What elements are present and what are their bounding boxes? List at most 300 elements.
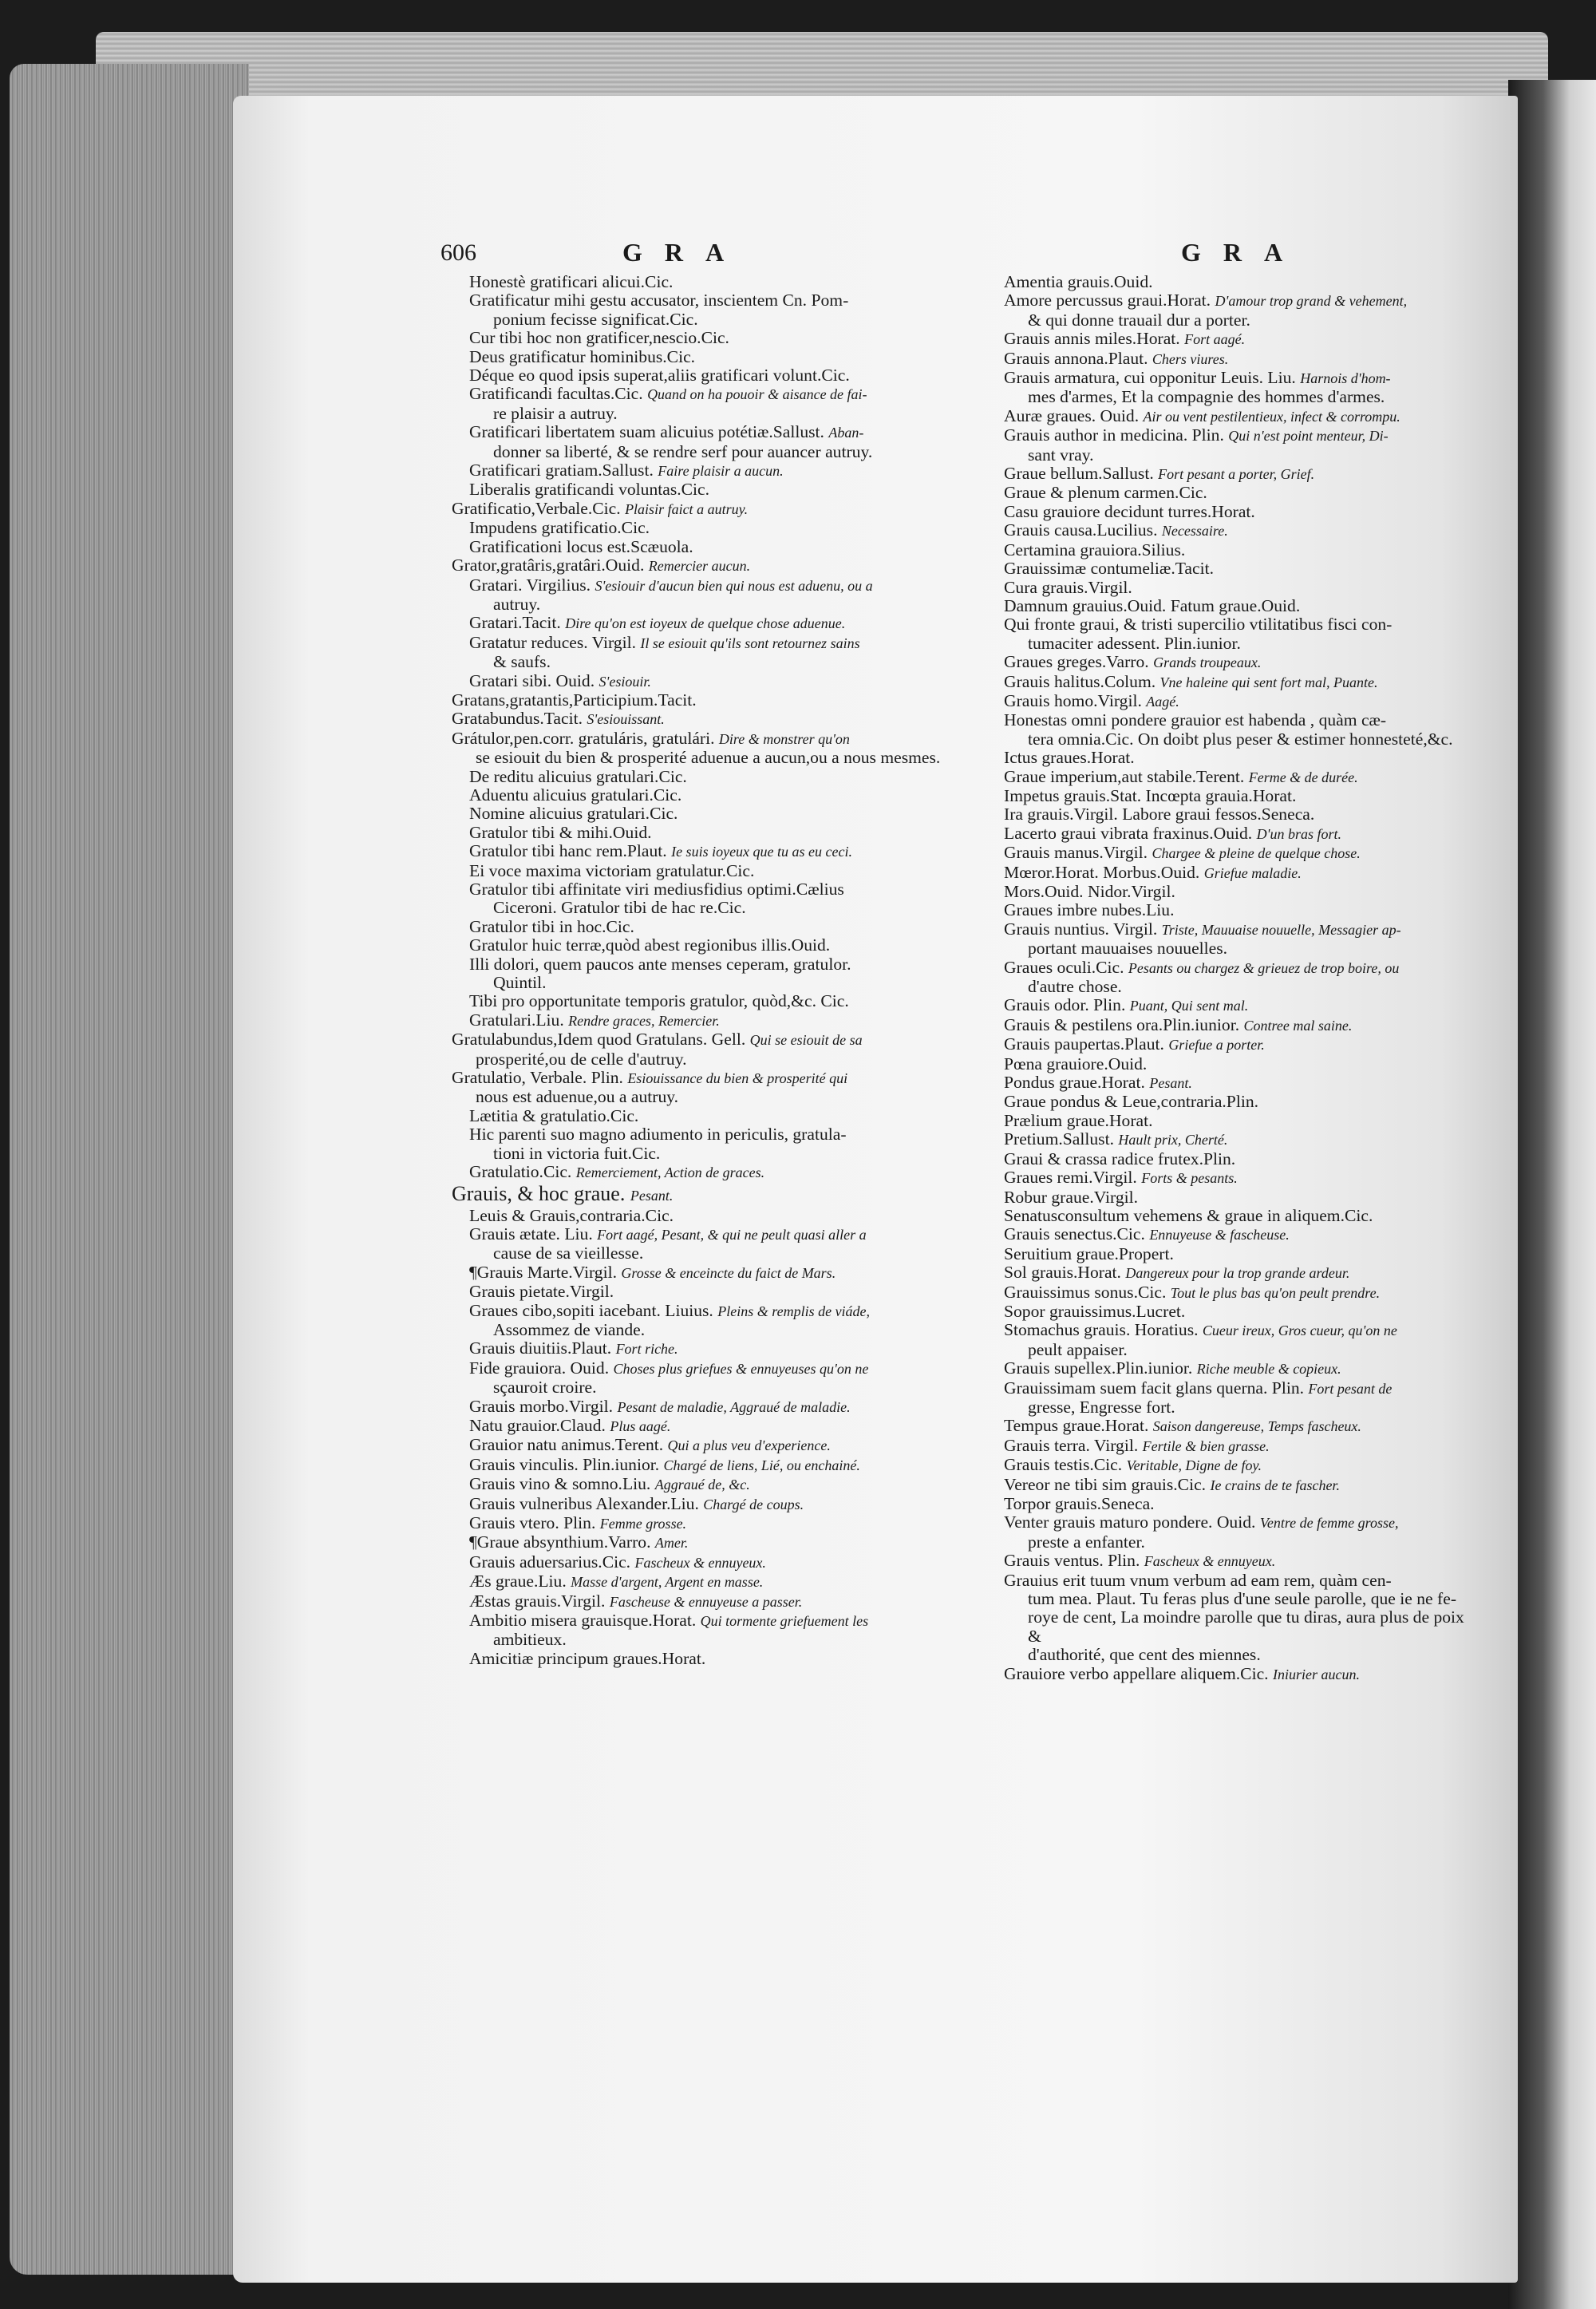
entry-latin: Casu grauiore decidunt turres.Horat. [1004,501,1255,521]
entry-latin: Hic parenti suo magno adiumento in periculis, gratula- [469,1125,847,1145]
entry-latin: Graue bellum.Sallust. [1004,464,1154,484]
dictionary-entry [452,461,970,480]
dictionary-entry [452,805,970,823]
dictionary-entry [452,936,970,955]
entry-latin: Senatusconsultum vehemens & graue in aliquem.Cic. [1004,1205,1373,1225]
dictionary-entry [986,711,1465,749]
entry-latin: Æs graue.Liu. [469,1572,567,1591]
entry-latin: Grauis terra. Virgil. [1004,1435,1139,1455]
dictionary-entry [986,1016,1465,1035]
dictionary-entry [986,597,1465,615]
dictionary-entry [986,1150,1465,1168]
dictionary-entry [452,1514,970,1533]
dictionary-entry [986,1093,1465,1111]
entry-latin: Gratificatur mihi gestu accusator, inscientem Cn. Pom- [469,291,849,310]
entry-french-gloss: Pesants ou chargez & grieuez de trop boire, ou [1128,959,1400,976]
entry-french-gloss: Aban- [828,425,864,441]
dictionary-entry [986,824,1465,844]
dictionary-entry [452,1650,970,1668]
entry-latin: Honestè gratificari alicui.Cic. [469,272,674,291]
dictionary-entry [986,1283,1465,1303]
entry-latin: Amore percussus graui.Horat. [1004,291,1211,310]
entry-continuation: gresse, Engresse fort. [1028,1397,1175,1417]
entry-french-gloss: Veritable, Digne de foy. [1126,1457,1262,1474]
entry-latin: Vereor ne tibi sim grauis.Cic. [1004,1474,1207,1494]
entry-continuation: tumaciter adessent. Plin.iunior. [1028,633,1241,653]
dictionary-entry [452,1125,970,1163]
entry-french-gloss: Chargé de liens, Lié, ou enchainé. [663,1457,860,1473]
dictionary-entry [986,805,1465,824]
entry-french-gloss: Necessaire. [1161,523,1228,540]
dictionary-entry [452,672,970,691]
dictionary-entry [452,1592,970,1611]
dictionary-entry [452,348,970,366]
entry-latin: Gratificandi facultas.Cic. [469,384,643,404]
entry-latin: Grauissimæ contumeliæ.Tacit. [1004,559,1214,579]
entry-continuation: Quintil. [493,973,547,993]
entry-french-gloss: Cueur ireux, Gros cueur, qu'on ne [1202,1323,1397,1339]
dictionary-entry [986,1073,1465,1093]
entry-latin: Impetus grauis.Stat. Incœpta grauia.Horat. [1004,785,1297,805]
entry-latin: Nomine alicuius gratulari.Cic. [469,804,678,824]
dictionary-entry [986,465,1465,484]
entry-latin: Grauius erit tuum vnum verbum ad eam rem, quàm cen- [1004,1570,1392,1590]
entry-latin: Qui fronte graui, & tristi supercilio vtilitatibus fisci con- [1004,615,1393,635]
entry-french-gloss: Faire plaisir a aucun. [658,463,784,480]
entry-latin: Graues greges.Varro. [1004,652,1149,672]
spine-gutter [1508,80,1596,2309]
entry-french-gloss: Plaisir faict a autruy. [625,500,749,517]
entry-french-gloss: S'esiouir. [598,673,651,690]
entry-latin: Pretium.Sallust. [1004,1129,1114,1149]
entry-latin: Grauis manus.Virgil. [1004,843,1148,863]
entry-latin: ¶Graue absynthium.Varro. [469,1532,651,1552]
dictionary-entry [986,1495,1465,1513]
dictionary-entry [986,692,1465,711]
entry-latin: Gratificationi locus est.Scæuola. [469,536,693,556]
dictionary-entry [452,842,970,861]
entry-latin: Gratans,gratantis,Participium.Tacit. [452,690,697,710]
dictionary-entry [452,1107,970,1125]
dictionary-entry [986,484,1465,502]
dictionary-entry [986,1379,1465,1417]
dictionary-entry [452,1283,970,1301]
entry-french-gloss: S'esiouissant. [587,711,665,728]
dictionary-entry [452,1572,970,1591]
entry-latin: Certamina grauiora.Silius. [1004,540,1186,559]
entry-latin: Sopor grauissimus.Lucret. [1004,1301,1186,1321]
entry-latin: Grauis pietate.Virgil. [469,1282,614,1302]
entry-french-gloss: Griefue maladie. [1203,864,1302,881]
entry-french-gloss: Riche meuble & copieux. [1196,1361,1341,1378]
entry-latin: Grauis & pestilens ora.Plin.iunior. [1004,1014,1240,1034]
entry-latin: Gratatur reduces. Virgil. [469,632,636,652]
dictionary-entry [986,864,1465,883]
dictionary-entry [986,883,1465,901]
entry-continuation: sçauroit croire. [493,1378,597,1398]
entry-french-gloss: Fascheuse & ennuyeuse a passer. [609,1593,803,1610]
entry-french-gloss: Fort pesant a porter, Grief. [1158,466,1315,483]
dictionary-entry [986,1456,1465,1475]
dictionary-entry [986,1130,1465,1149]
running-head-right: GRA [1181,238,1306,267]
entry-french-gloss: D'amour trop grand & vehement, [1215,293,1408,310]
entry-latin: Grauis ventus. Plin. [1004,1551,1140,1571]
entry-latin: Grauis aduersarius.Cic. [469,1552,631,1572]
dictionary-entry [452,366,970,385]
entry-continuation: peult appaiser. [1028,1339,1128,1359]
entry-french-gloss: Pesant. [1149,1075,1192,1092]
entry-french-gloss: Contree mal saine. [1243,1017,1353,1034]
entry-french-gloss: Qui n'est point menteur, Di- [1228,428,1389,445]
entry-continuation: & qui donne trauail dur a porter. [1028,310,1250,330]
dictionary-entry [986,541,1465,559]
entry-latin: Damnum grauius.Ouid. Fatum graue.Ouid. [1004,595,1301,615]
dictionary-entry [452,1225,970,1263]
dictionary-entry [452,955,970,993]
dictionary-entry [986,1207,1465,1225]
dictionary-entry [986,653,1465,672]
dictionary-entry [452,768,970,786]
entry-french-gloss: Esiouissance du bien & prosperité qui [627,1070,848,1087]
entry-latin: Lætitia & gratulatio.Cic. [469,1105,639,1125]
entry-continuation: ambitieux. [493,1630,567,1650]
entry-french-gloss: Il se esiouit qu'ils sont retournez sains [640,635,860,651]
entry-french-gloss: Triste, Mauuaise nouuelle, Messagier ap- [1161,921,1401,938]
dictionary-entry [452,1011,970,1030]
entry-french-gloss: Rendre graces, Remercier. [568,1012,720,1029]
entry-french-gloss: S'esiouir d'aucun bien qui nous est aduenu, ou a [595,577,873,594]
entry-continuation: & saufs. [493,652,551,672]
dictionary-entry [452,824,970,842]
entry-latin: Gratulabundus,Idem quod Gratulans. Gell. [452,1030,746,1050]
entry-french-gloss: Dire qu'on est ioyeux de quelque chose aduenue. [565,615,846,632]
dictionary-entry [452,1207,970,1225]
dictionary-entry [986,579,1465,597]
dictionary-entry [452,1339,970,1358]
entry-latin: Grauis supellex.Plin.iunior. [1004,1358,1193,1378]
entry-latin: Graue & plenum carmen.Cic. [1004,483,1207,503]
entry-latin: Amicitiæ principum graues.Horat. [469,1648,706,1668]
entry-latin: Grauis vtero. Plin. [469,1513,596,1532]
entry-french-gloss: Quand on ha pouoir & aisance de fai- [647,386,867,403]
dictionary-entry [986,1476,1465,1495]
running-head-left: GRA [622,238,747,267]
entry-latin: Liberalis gratificandi voluntas.Cic. [469,480,710,500]
dictionary-entry [986,369,1465,407]
dictionary-entry [452,918,970,936]
entry-latin: Natu grauior.Claud. [469,1415,606,1435]
dictionary-entry [452,538,970,556]
dictionary-entry [986,996,1465,1015]
dictionary-entry [986,1112,1465,1130]
dictionary-entry [986,1608,1465,1646]
dictionary-entry [452,1456,970,1475]
entry-latin: Graue imperium,aut stabile.Terent. [1004,766,1245,786]
entry-continuation: autruy. [493,594,541,614]
dictionary-entry [452,1475,970,1494]
entry-continuation: tioni in victoria fuit.Cic. [493,1143,661,1163]
entry-latin: Grator,gratâris,gratâri.Ouid. [452,556,645,575]
dictionary-entry [452,862,970,880]
entry-latin: Grátulor,pen.corr. gratuláris, gratulári. [452,728,715,748]
entry-latin: Mœror.Horat. Morbus.Ouid. [1004,862,1200,882]
entry-continuation: roye de cent, La moindre parolle que tu diras, aura plus de poix & [1028,1607,1464,1646]
dictionary-entry [986,615,1465,653]
entry-french-gloss: Pleins & remplis de viáde, [717,1303,871,1319]
dictionary-entry [986,1263,1465,1283]
entry-latin: Ictus graues.Horat. [1004,748,1135,768]
dictionary-entry [452,1436,970,1455]
entry-french-gloss: Chers viures. [1152,350,1229,367]
entry-latin: Pœna grauiore.Ouid. [1004,1054,1148,1073]
page-number: 606 [440,239,476,266]
dictionary-entry [986,273,1465,291]
dictionary-entry [452,1163,970,1182]
dictionary-entry [452,480,970,499]
entry-latin: Grauis senectus.Cic. [1004,1224,1145,1244]
dictionary-entry [452,1359,970,1398]
entry-latin: Æstas grauis.Virgil. [469,1591,606,1611]
dictionary-entry [986,1359,1465,1378]
entry-french-gloss: Chargé de coups. [703,1496,804,1512]
entry-continuation: ponium fecisse significat.Cic. [493,309,698,329]
entry-latin: Stomachus grauis. Horatius. [1004,1320,1199,1340]
entry-continuation: preste a enfanter. [1028,1532,1145,1552]
dictionary-entry [452,729,970,768]
entry-french-gloss: Iniurier aucun. [1272,1666,1360,1682]
entry-french-gloss: Grands troupeaux. [1153,654,1262,671]
entry-french-gloss: Remercier aucun. [648,558,751,575]
dictionary-entry [986,350,1465,369]
entry-latin: Grauis morbo.Virgil. [469,1396,614,1416]
entry-french-gloss: Femme grosse. [599,1516,687,1532]
entry-continuation: sant vray. [1028,445,1094,465]
entry-continuation: re plaisir a autruy. [493,403,618,423]
dictionary-entry [452,1183,970,1207]
dictionary-entry [452,500,970,519]
dictionary-entry [986,673,1465,692]
entry-latin: Lacerto graui vibrata fraxinus.Ouid. [1004,823,1253,843]
dictionary-entry [986,787,1465,805]
entry-latin: Gratificari gratiam.Sallust. [469,461,654,480]
entry-continuation: portant mauuaises nouuelles. [1028,939,1228,959]
entry-continuation: tum mea. Plaut. Tu feras plus d'une seule parolle, que ie ne fe- [1028,1589,1457,1609]
entry-french-gloss: Hault prix, Cherté. [1118,1132,1228,1149]
dictionary-entry [452,1611,970,1650]
entry-latin: Déque eo quod ipsis superat,aliis gratificari volunt.Cic. [469,366,850,385]
dictionary-entry [452,423,970,461]
entry-latin: Gratulor tibi hanc rem.Plaut. [469,841,667,861]
entry-french-gloss: Harnois d'hom- [1300,370,1391,387]
entry-french-gloss: Pesant. [630,1187,674,1204]
entry-latin: Grauissimam suem facit glans querna. Plin. [1004,1378,1305,1398]
entry-latin: Grauis paupertas.Plaut. [1004,1034,1164,1054]
dictionary-entry [986,1646,1465,1664]
entry-continuation: d'authorité, que cent des miennes. [1028,1645,1261,1665]
dictionary-entry [986,1035,1465,1054]
entry-latin: Amentia grauis.Ouid. [1004,272,1153,291]
entry-french-gloss: Aggraué de, &c. [654,1477,750,1493]
dictionary-entry [452,385,970,423]
dictionary-entry [452,614,970,633]
dictionary-entry [452,556,970,575]
dictionary-entry [986,330,1465,349]
entry-continuation: cause de sa vieillesse. [493,1243,644,1263]
dictionary-entry [986,1665,1465,1684]
entry-continuation: donner sa liberté, & se rendre serf pour auancer autruy. [493,441,873,461]
entry-latin: Grauis vino & somno.Liu. [469,1474,651,1494]
dictionary-entry [986,1055,1465,1073]
entry-latin: Gratulatio, Verbale. Plin. [452,1068,623,1088]
entry-french-gloss: Amer. [654,1535,689,1552]
entry-latin: Venter grauis maturo pondere. Ouid. [1004,1512,1256,1532]
entry-french-gloss: D'un bras fort. [1256,825,1341,842]
entry-french-gloss: Dire & monstrer qu'on [718,730,850,747]
entry-latin: Graues remi.Virgil. [1004,1168,1137,1188]
entry-french-gloss: Chargee & pleine de quelque chose. [1152,845,1361,862]
entry-continuation: prosperité,ou de celle d'autruy. [476,1049,687,1069]
entry-french-gloss: Remerciement, Action de graces. [575,1164,765,1181]
entry-latin: Gratificari libertatem suam alicuius potétiæ.Sallust. [469,422,824,442]
entry-french-gloss: Grosse & enceincte du faict de Mars. [621,1264,836,1281]
entry-french-gloss: Fort aagé, Pesant, & qui ne peult quasi aller a [597,1226,867,1243]
entry-latin: Grauis halitus.Colum. [1004,671,1156,691]
entry-continuation: se esiouit du bien & prosperité aduenue a aucun,ou a nous mesmes. [476,748,941,768]
dictionary-entry [986,1321,1465,1359]
entry-latin: Deus gratificatur hominibus.Cic. [469,346,696,366]
dictionary-entry [986,559,1465,578]
entry-latin: Seruitium graue.Propert. [1004,1243,1174,1263]
entry-latin: Graues oculi.Cic. [1004,957,1124,977]
entry-latin: Graues imbre nubes.Liu. [1004,900,1175,920]
entry-french-gloss: Ie crains de te fascher. [1210,1477,1340,1493]
dictionary-entry [452,519,970,537]
entry-french-gloss: Ennuyeuse & fascheuse. [1149,1227,1290,1243]
entry-latin: Prælium graue.Horat. [1004,1110,1153,1130]
dictionary-entry [986,1437,1465,1456]
entry-continuation: nous est aduenue,ou a autruy. [476,1087,679,1107]
entry-french-gloss: Fascheux & ennuyeux. [1144,1553,1276,1570]
entry-french-gloss: Qui se esiouit de sa [749,1032,863,1049]
entry-continuation: Assommez de viande. [493,1319,646,1339]
entry-latin: Fide grauiora. Ouid. [469,1358,610,1378]
entry-latin: Graue pondus & Leue,contraria.Plin. [1004,1092,1259,1112]
entry-latin: Impudens gratificatio.Cic. [469,518,650,538]
entry-latin: Mors.Ouid. Nidor.Virgil. [1004,882,1175,901]
dictionary-entry [986,768,1465,787]
entry-french-gloss: Dangereux pour la trop grande ardeur. [1125,1265,1350,1282]
dictionary-entry [452,1553,970,1572]
entry-french-gloss: Ie suis ioyeux que tu as eu ceci. [671,844,852,860]
entry-latin: Auræ graues. Ouid. [1004,405,1140,425]
entry-latin: Grauis armatura, cui opponitur Leuis. Liu. [1004,368,1296,388]
dictionary-entry [986,1303,1465,1321]
entry-french-gloss: Qui tormente griefuement les [700,1613,869,1630]
entry-latin: Gratari.Tacit. [469,613,561,633]
dictionary-entry [452,1302,970,1340]
dictionary-entry [452,273,970,291]
dictionary-entry [452,710,970,729]
entry-latin: Tibi pro opportunitate temporis gratulor, quòd,&c. Cic. [469,991,849,1011]
dictionary-entry [986,1168,1465,1188]
entry-latin: Cura grauis.Virgil. [1004,577,1132,597]
entry-continuation: Ciceroni. Gratulor tibi de hac re.Cic. [493,898,746,918]
dictionary-entry [452,1069,970,1107]
left-column [452,273,970,1668]
entry-latin: Grauis ætate. Liu. [469,1224,593,1243]
entry-latin: Illi dolori, quem paucos ante menses ceperam, gratulor. [469,954,851,974]
entry-latin: Grauis author in medicina. Plin. [1004,425,1224,445]
dictionary-entry [986,1417,1465,1436]
entry-latin: Grauis causa.Lucilius. [1004,520,1158,540]
entry-french-gloss: Fascheux & ennuyeux. [634,1554,766,1571]
entry-french-gloss: Plus aagé. [610,1417,671,1434]
entry-french-gloss: Vne haleine qui sent fort mal, Puante. [1159,674,1378,690]
entry-latin: Gratulor huic terræ,quòd abest regionibus illis.Ouid. [469,935,831,955]
entry-continuation: d'autre chose. [1028,977,1122,997]
entry-french-gloss: Puant, Qui sent mal. [1129,998,1249,1014]
entry-latin: Pondus graue.Horat. [1004,1073,1145,1093]
entry-latin: Graues cibo,sopiti iacebant. Liuius. [469,1300,713,1320]
entry-latin: Gratari sibi. Ouid. [469,670,595,690]
entry-latin: Grauis odor. Plin. [1004,995,1126,1015]
dictionary-entry [452,1263,970,1283]
dictionary-entry [452,1030,970,1069]
dictionary-entry [452,1495,970,1514]
entry-french-gloss: Griefue a porter. [1168,1037,1265,1054]
entry-latin: Honestas omni pondere grauior est habenda , quàm cæ- [1004,710,1387,730]
entry-latin: Grauis nuntius. Virgil. [1004,919,1158,939]
dictionary-entry [452,291,970,329]
dictionary-entry [986,407,1465,426]
dictionary-entry [452,634,970,672]
entry-latin: Grauiore verbo appellare aliquem.Cic. [1004,1663,1269,1683]
entry-french-gloss: Aagé. [1146,693,1179,710]
right-column [986,273,1465,1684]
dictionary-entry [452,1417,970,1436]
entry-latin: Gratulor tibi affinitate viri mediusfidius optimi.Cælius [469,880,844,899]
entry-french-gloss: Masse d'argent, Argent en masse. [571,1574,764,1591]
entry-latin: Tempus graue.Horat. [1004,1416,1149,1436]
entry-latin: Gratulor tibi & mihi.Ouid. [469,822,652,842]
entry-continuation: mes d'armes, Et la compagnie des hommes d'armes. [1028,387,1385,407]
entry-latin: Grauissimus sonus.Cic. [1004,1282,1167,1302]
entry-latin: Grauis testis.Cic. [1004,1455,1123,1475]
dictionary-entry [986,291,1465,330]
entry-latin: Cur tibi hoc non gratificer,nescio.Cic. [469,328,729,348]
dictionary-entry [452,1398,970,1417]
entry-french-gloss: Air ou vent pestilentieux, infect & corrompu. [1143,408,1400,425]
entry-french-gloss: Ferme & de durée. [1248,769,1358,785]
dictionary-entry [986,521,1465,540]
entry-french-gloss: Pesant de maladie, Aggraué de maladie. [617,1398,851,1415]
entry-continuation: tera omnia.Cic. On doibt plus peser & estimer honnesteté,&c. [1028,729,1453,749]
entry-latin: Grauis, & hoc graue. [452,1181,626,1205]
book-fore-edge [10,64,249,2275]
dictionary-entry [986,426,1465,465]
entry-french-gloss: Fort pesant de [1308,1380,1393,1397]
entry-latin: Gratulatio.Cic. [469,1162,572,1182]
entry-latin: Ira grauis.Virgil. Labore graui fessos.Seneca. [1004,805,1315,824]
entry-latin: Robur graue.Virgil. [1004,1187,1139,1207]
dictionary-entry [452,329,970,347]
entry-latin: Grauis vinculis. Plin.iunior. [469,1454,660,1474]
entry-latin: Grauis annona.Plaut. [1004,348,1148,368]
dictionary-entry [452,1533,970,1552]
entry-french-gloss: Fort riche. [615,1341,678,1358]
dictionary-entry [986,901,1465,919]
